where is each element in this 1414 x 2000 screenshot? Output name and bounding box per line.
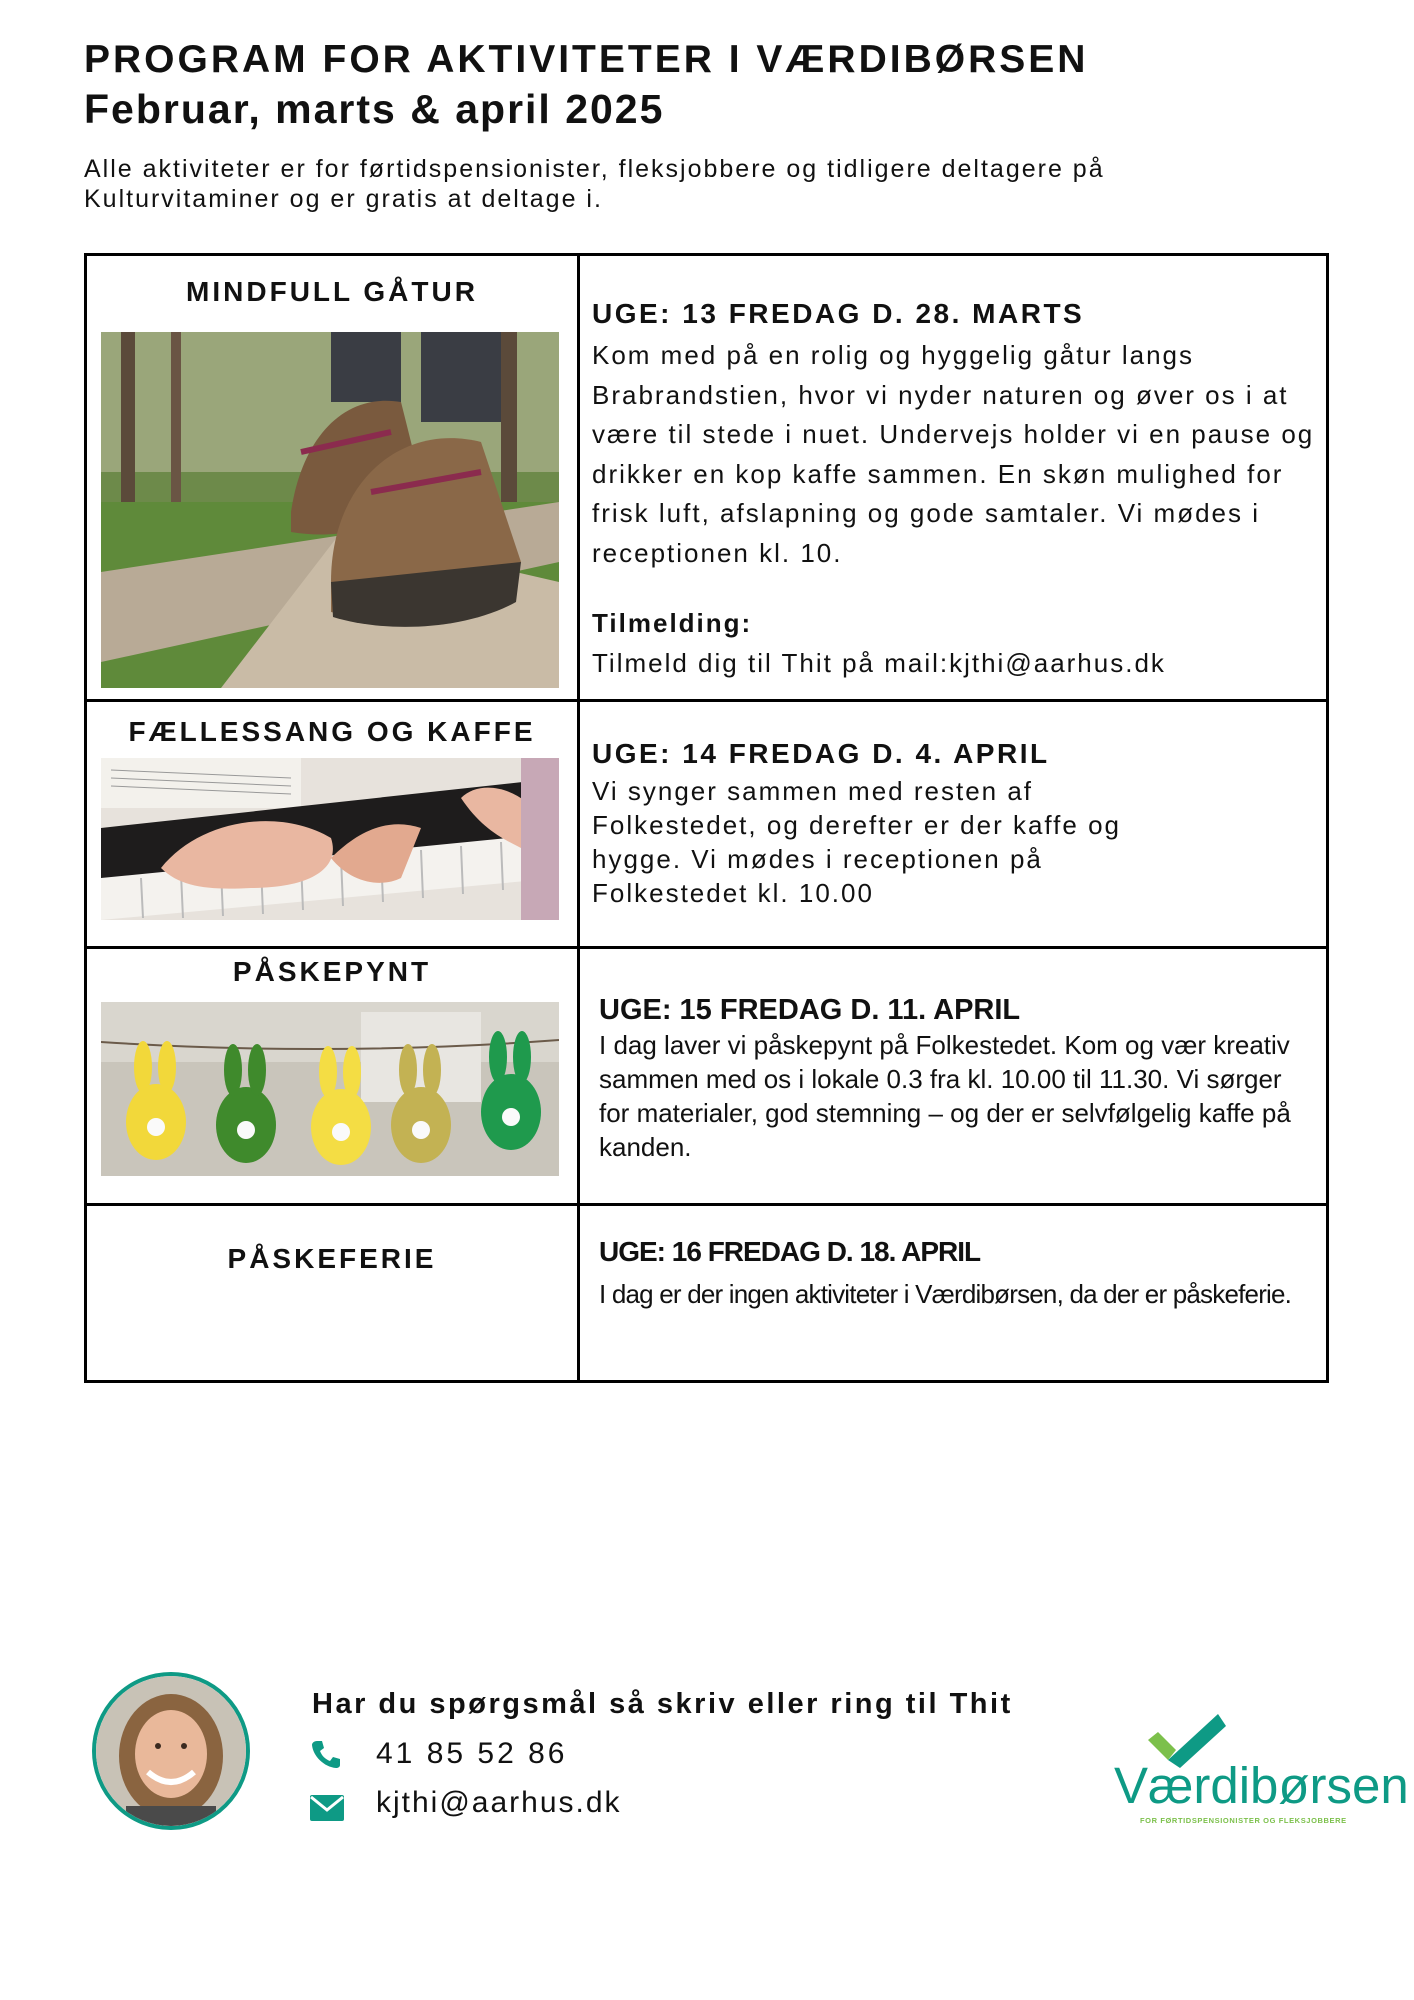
column-divider — [577, 256, 580, 1380]
easter-bunnies-photo — [101, 1002, 559, 1176]
activity-table — [84, 253, 1329, 1383]
row-divider — [87, 1203, 1326, 1206]
signup-text: Tilmeld dig til Thit på mail:kjthi@aarhus.dk — [592, 648, 1166, 678]
contact-email[interactable]: kjthi@aarhus.dk — [376, 1786, 622, 1819]
logo-tagline: FOR FØRTIDSPENSIONISTER OG FLEKSJOBBERE — [1140, 1816, 1347, 1825]
row-divider — [87, 699, 1326, 702]
activity-week-gaatur: UGE: 13 FREDAG D. 28. MARTS — [592, 298, 1085, 329]
signup-label: Tilmelding: — [592, 608, 753, 638]
activity-description-paaskeferie: I dag er der ingen aktiviteter i Værdibørsen, da der er påskeferie. — [599, 1279, 1292, 1309]
piano-hands-photo — [101, 758, 559, 920]
activity-week-faellessang: UGE: 14 FREDAG D. 4. APRIL — [592, 738, 1050, 769]
activity-title-paaskeferie: PÅSKEFERIE — [227, 1243, 437, 1274]
activity-description-faellessang: Vi synger sammen med resten af Folkestedet, og derefter er der kaffe og hygge. Vi mødes i receptionen på Folkestedet kl. 10.00 — [592, 776, 1122, 908]
activity-title-gaatur: MINDFULL GÅTUR — [186, 276, 478, 307]
activity-week-paaskeferie: UGE: 16 FREDAG D. 18. APRIL — [599, 1236, 981, 1267]
intro-text: Alle aktiviteter er for førtidspensionister, fleksjobbere og tidligere deltagere på Kulturvitaminer og er gratis at deltage i. — [84, 155, 1105, 213]
activity-description-gaatur: Kom med på en rolig og hyggelig gåtur langs Brabrandstien, hvor vi nyder naturen og øver os i at være til stede i nuet. Undervejs holder vi en pause og drikker en kop kaffe sammen. En skøn mulighed for frisk luft, afslapning og gode samtaler. Vi mødes i receptionen kl. 10. — [592, 340, 1315, 568]
logo-name: Værdibørsen — [1114, 1757, 1409, 1814]
activity-title-faellessang: FÆLLESSANG OG KAFFE — [128, 716, 536, 747]
activity-description-paaskepynt: I dag laver vi påskepynt på Folkestedet. Kom og vær kreativ sammen med os i lokale 0.3 fra kl. 10.00 til 11.30. Vi sørger for materialer, god stemning – og der er selvfølgelig kaffe på kanden. — [599, 1030, 1291, 1162]
activity-title-paaskepynt: PÅSKEPYNT — [232, 956, 432, 987]
page-subtitle: Februar, marts & april 2025 — [84, 86, 665, 132]
activity-week-paaskepynt: UGE: 15 FREDAG D. 11. APRIL — [599, 994, 1021, 1026]
hiking-boots-photo — [101, 332, 559, 688]
page-title: PROGRAM FOR AKTIVITETER I VÆRDIBØRSEN — [84, 38, 1089, 81]
contact-heading: Har du spørgsmål så skriv eller ring til Thit — [312, 1688, 1013, 1720]
contact-phone[interactable]: 41 85 52 86 — [376, 1737, 568, 1770]
avatar — [92, 1672, 250, 1830]
row-divider — [87, 946, 1326, 949]
mail-icon — [310, 1795, 344, 1821]
phone-icon — [310, 1738, 342, 1770]
